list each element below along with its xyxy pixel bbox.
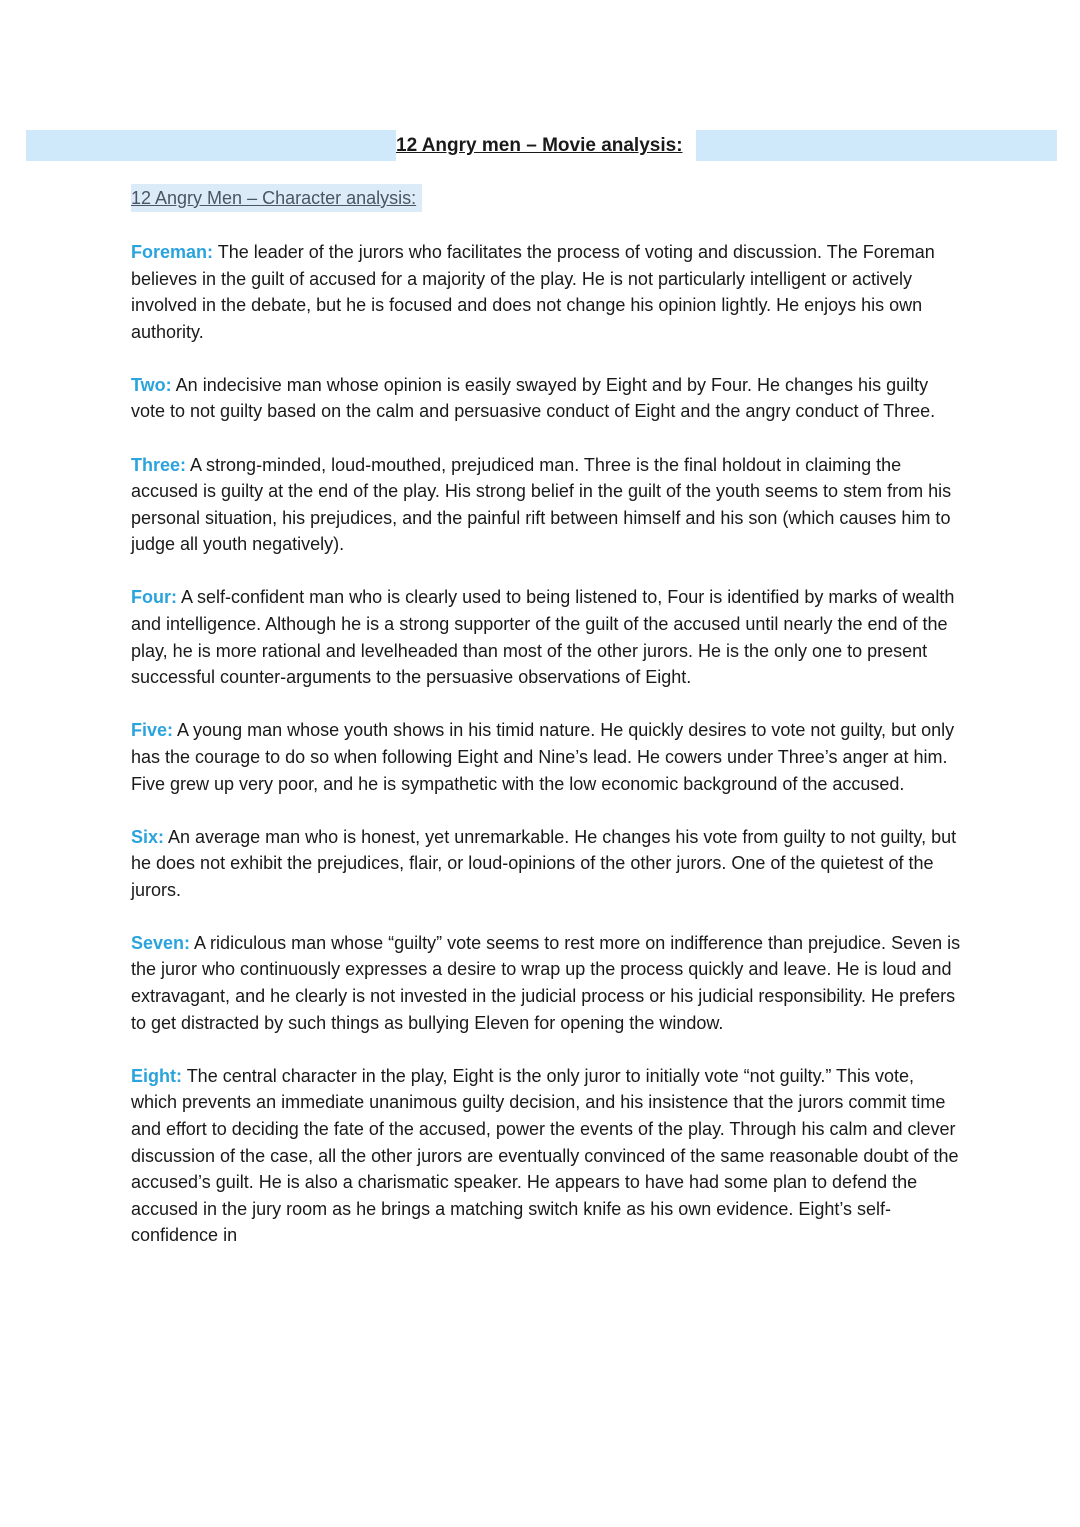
character-entry-foreman — [131, 239, 961, 345]
document-title: 12 Angry men – Movie analysis: — [396, 135, 683, 156]
character-entry-two — [131, 372, 961, 425]
character-description: The leader of the jurors who facilitates the process of voting and discussion. The Foreman believes in the guilt of accused for a majority of the play. He is not particularly intelligent or actively involved in the debate, but he is focused and does not change his opinion lightly. He enjoys his own authority. — [131, 242, 935, 342]
character-name: Five: — [131, 720, 174, 741]
character-entry-five — [131, 717, 961, 797]
character-description: A strong-minded, loud-mouthed, prejudiced man. Three is the final holdout in claiming the accused is guilty at the end of the play. His strong belief in the guilt of the youth seems to stem from his personal situation, his prejudices, and the painful rift between himself and his son (which causes him to judge all youth negatively). — [131, 454, 952, 555]
character-name: Four: — [131, 587, 177, 608]
character-description: The central character in the play, Eight is the only juror to initially vote “not guilty.” This vote, which prevents an immediate unanimous guilty decision, and his insistence that the jurors commit time and effort to deciding the fate of the accused, power the events of the play. Through his calm and clever discussion of the case, all the other jurors are eventually convinced of the same reasonable doubt of the accused’s guilt. He is also a charismatic speaker. He appears to have had some plan to defend the accused in the jury room as he brings a matching switch knife as his own evidence. Eight’s self-confidence in — [131, 1065, 959, 1246]
character-description: An average man who is honest, yet unremarkable. He changes his vote from guilty to not guilty, but he does not exhibit the prejudices, flair, or loud-opinions of the other jurors. One of the quietest of the jurors. — [131, 826, 957, 900]
character-description: A self-confident man who is clearly used to being listened to, Four is identified by marks of wealth and intelligence. Although he is a strong supporter of the guilt of the accused until nearly the end of the play, he is more rational and levelheaded than most of the other jurors. He is the only one to present successful counter-arguments to the persuasive observations of Eight. — [131, 587, 955, 688]
character-entry-four — [131, 584, 961, 690]
character-list — [131, 239, 961, 1275]
character-entry-eight — [131, 1063, 961, 1249]
character-description: A young man whose youth shows in his timid nature. He quickly desires to vote not guilty, but only has the courage to do so when following Eight and Nine’s lead. He cowers under Three’s anger at him. Five grew up very poor, and he is sympathetic with the low economic background of the accused. — [131, 720, 955, 794]
character-name: Seven: — [131, 932, 191, 953]
character-entry-three — [131, 452, 961, 558]
character-name: Foreman: — [131, 242, 214, 262]
character-name: Eight: — [131, 1065, 182, 1086]
character-description: An indecisive man whose opinion is easily swayed by Eight and by Four. He changes his guilty vote to not guilty based on the calm and persuasive conduct of Eight and the angry conduct of Three. — [131, 374, 936, 422]
section-subtitle: 12 Angry Men – Character analysis: — [131, 184, 422, 212]
character-name: Three: — [131, 454, 187, 475]
character-entry-six — [131, 824, 961, 904]
character-name: Six: — [131, 826, 165, 847]
character-description: A ridiculous man whose “guilty” vote seems to rest more on indifference than prejudice. Seven is the juror who continuously expresses a desire to wrap up the process quickly and leave. He is loud and extravagant, and he clearly is not invested in the judicial process or his judicial responsibility. He prefers to get distracted by such things as bullying Eleven for opening the window. — [131, 932, 961, 1033]
character-name: Two: — [131, 374, 172, 395]
character-entry-seven — [131, 930, 961, 1036]
